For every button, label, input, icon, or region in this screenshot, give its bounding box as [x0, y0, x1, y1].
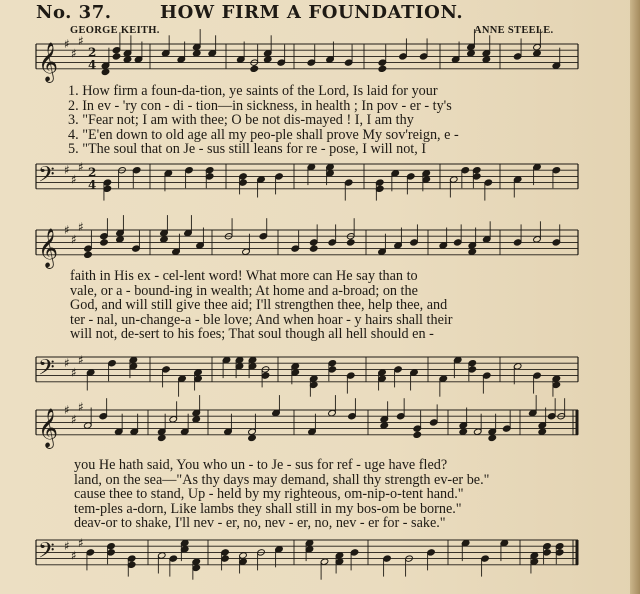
note-head [346, 239, 355, 246]
note-head [84, 251, 93, 258]
note-head [538, 428, 547, 435]
sharp-icon: ♯ [64, 223, 70, 237]
note-head [378, 65, 387, 72]
sharp-icon: ♯ [78, 219, 84, 234]
note-head [192, 416, 201, 423]
sharp-icon: ♯ [71, 232, 77, 247]
lyric-verse-4: tem-ples a-dorn, Like lambs they shall still in my bos-om be borne." [74, 500, 462, 517]
lyric-verse-1: faith in His ex - cel-lent word! What more can He say than to [70, 268, 418, 284]
sharp-icon: ♯ [78, 33, 84, 48]
sharp-icon: ♯ [64, 163, 70, 178]
treble-clef-icon: 𝄞 [38, 41, 59, 82]
note-head [192, 50, 201, 57]
sharp-icon: ♯ [64, 37, 70, 51]
sharp-icon: ♯ [71, 46, 77, 61]
note-head [123, 56, 132, 63]
sharp-icon: ♯ [71, 172, 77, 187]
time-signature-bottom: 4 [88, 177, 97, 192]
note-head [101, 68, 110, 75]
lyric-verse-1: 1. How firm a foun-da-tion, ye saints of the Lord, Is laid for your [68, 83, 438, 99]
lyric-verse-5: deav-or to shake, I'll nev - er, no, nev - er, no, nev - er for - sake." [74, 515, 446, 532]
note-head [116, 236, 125, 243]
sharp-icon: ♯ [64, 403, 70, 417]
note-head [263, 56, 272, 63]
note-head [250, 65, 259, 72]
bass-clef-icon: 𝄢 [38, 162, 55, 193]
lyric-verse-1: you He hath said, You who un - to Je - sus for ref - uge have fled? [74, 457, 448, 473]
lyric-verse-2: land, on the sea—"As thy days may demand, shall thy strength ev-er be." [74, 471, 490, 488]
sharp-icon: ♯ [78, 536, 84, 551]
note-head [482, 56, 491, 63]
sharp-icon: ♯ [71, 548, 77, 563]
sharp-icon: ♯ [78, 353, 84, 368]
note-head [160, 236, 169, 243]
lyric-verse-3: cause thee to stand, Up - held by my righteous, om-nip-o-tent hand." [74, 486, 464, 503]
lyrics-system-2 [70, 269, 453, 342]
bass-clef-icon: 𝄢 [38, 538, 55, 569]
lyric-verse-2: vale, or a - bound-ing in wealth; At home and a-broad; on the [70, 282, 418, 299]
lyric-verse-2: 2. In ev - 'ry con - di - tion—in sickness, in health ; In pov - er - ty's [68, 97, 452, 114]
note-head [100, 239, 109, 246]
note-head [112, 53, 121, 60]
lyrics-system-1 [68, 84, 459, 157]
lyric-verse-3: 3. "Fear not; I am with thee; O be not dis-mayed ! I, I am thy [68, 112, 414, 129]
time-signature-top: 2 [88, 165, 97, 180]
hymn-title: HOW FIRM A FOUNDATION. [160, 2, 464, 23]
time-signature-top: 2 [88, 45, 97, 60]
lyric-verse-4: 4. "E'en down to old age all my peo-ple shall prove My sov'reign, e - [68, 126, 459, 143]
lyric-verse-5: will not, de-sert to his foes; That soul though all hell should en - [70, 326, 434, 343]
sharp-icon: ♯ [71, 365, 77, 380]
author-credit: ANNE STEELE. [474, 25, 554, 36]
treble-clef-icon: 𝄞 [38, 227, 59, 268]
note-head [309, 245, 318, 252]
hymn-number: No. 37. [36, 2, 112, 23]
note-head [467, 50, 476, 57]
note-head [380, 422, 389, 429]
time-signature-bottom: 4 [88, 57, 97, 72]
sharp-icon: ♯ [78, 160, 84, 175]
lyric-verse-5: 5. "The soul that on Je - sus still leans for re - pose, I will not, I [68, 141, 427, 158]
lyrics-system-3 [74, 458, 489, 531]
sharp-icon: ♯ [64, 539, 70, 554]
note-head [413, 431, 422, 438]
bass-clef-icon: 𝄢 [38, 355, 55, 386]
sharp-icon: ♯ [78, 399, 84, 414]
lyric-verse-3: God, and will still give thee aid; I'll strengthen thee, help thee, and [70, 297, 448, 314]
note-head [459, 428, 468, 435]
note-head [533, 50, 542, 57]
composer-credit: GEORGE KEITH. [70, 25, 160, 36]
sharp-icon: ♯ [64, 356, 70, 371]
sharp-icon: ♯ [71, 412, 77, 427]
treble-clef-icon: 𝄞 [38, 407, 59, 448]
lyric-verse-4: ter - nal, un-change-a - ble love; And when hoar - y hairs shall their [70, 311, 453, 328]
note-head [468, 248, 477, 255]
note-head [248, 434, 257, 441]
note-head [157, 434, 166, 441]
note-head [488, 434, 497, 441]
